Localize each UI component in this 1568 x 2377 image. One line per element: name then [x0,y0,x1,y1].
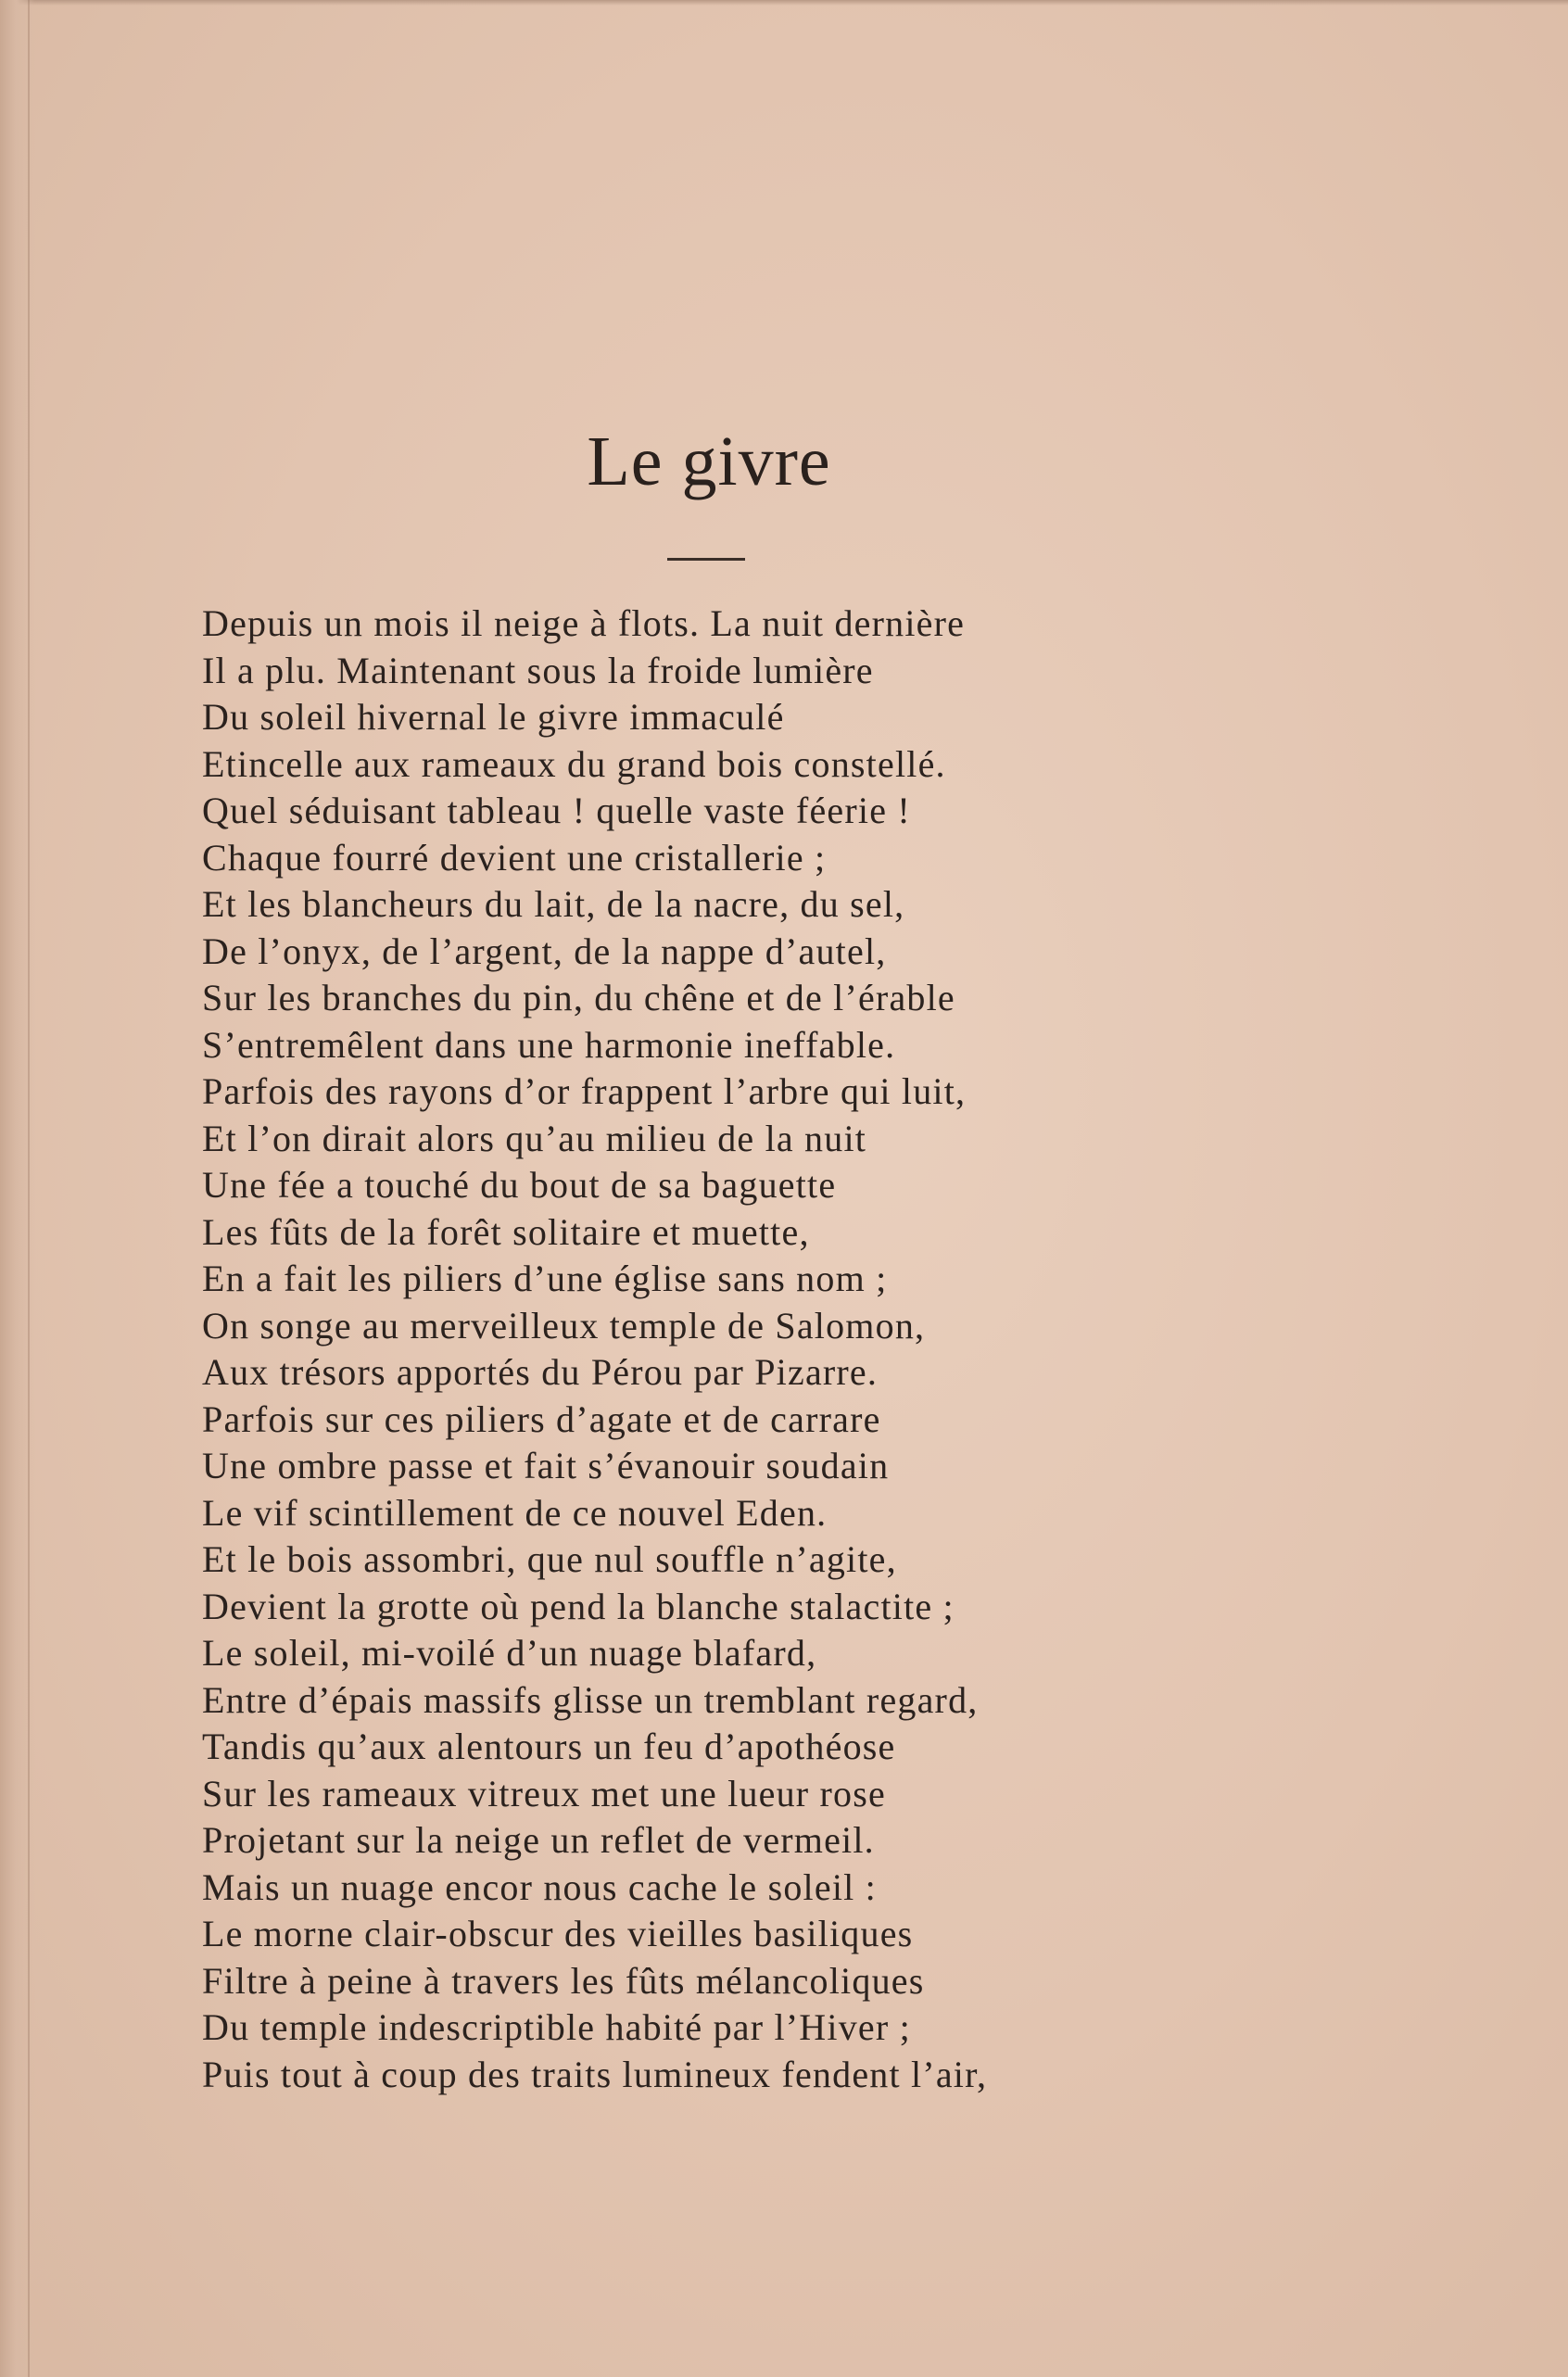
poem-line: Depuis un mois il neige à flots. La nuit dernière [202,602,966,644]
poem-line: Et les blancheurs du lait, de la nacre, du sel, [202,883,905,925]
poem-line: En a fait les piliers d’une église sans nom ; [202,1258,888,1299]
title-divider [667,558,745,561]
poem-line: Le morne clair-obscur des vieilles basiliques [202,1913,914,1954]
poem-line: Tandis qu’aux alentours un feu d’apothéose [202,1726,896,1767]
poem-line: De l’onyx, de l’argent, de la nappe d’autel, [202,929,887,972]
poem-line: Sur les branches du pin, du chêne et de l’érable [202,977,955,1018]
poem-line: Le soleil, mi-voilé d’un nuage blafard, [202,1632,817,1674]
poem-line: Il a plu. Maintenant sous la froide lumière [202,649,874,691]
poem-line: Et l’on dirait alors qu’au milieu de la nuit [202,1117,867,1159]
poem-line: On songe au merveilleux temple de Salomon, [202,1304,926,1347]
poem-line: Filtre à peine à travers les fûts mélancoliques [202,1959,925,2002]
poem-line: Mais un nuage encor nous cache le soleil : [202,1865,877,1908]
poem-line: Aux trésors apportés du Pérou par Pizarre. [202,1351,879,1393]
poem-line: Le vif scintillement de ce nouvel Eden. [202,1491,828,1534]
poem-line: Projetant sur la neige un reflet de vermeil. [202,1819,875,1861]
poem-line: Parfois des rayons d’or frappent l’arbre qui luit, [202,1070,967,1112]
poem-line: Devient la grotte où pend la blanche stalactite ; [202,1585,955,1627]
page-binding-crease [28,0,30,2377]
poem-line: Une fée a touché du bout de sa baguette [202,1164,837,1206]
poem-line: Sur les rameaux vitreux met une lueur rose [202,1772,886,1814]
poem-line: S’entremêlent dans une harmonie ineffable. [202,1023,896,1066]
poem-line: Du temple indescriptible habité par l’Hiver ; [202,2006,911,2048]
page-binding-edge [0,0,35,2377]
page-top-edge [0,0,1568,6]
poem-line: Parfois sur ces piliers d’agate et de carrare [202,1397,881,1440]
poem-line: Une ombre passe et fait s’évanouir soudain [202,1445,890,1486]
poem-body [202,601,987,2098]
poem-title: Le givre [587,423,831,500]
poem-line: Chaque fourré devient une cristallerie ; [202,836,827,879]
poem-line: Quel séduisant tableau ! quelle vaste féerie ! [202,790,911,831]
poem-line: Les fûts de la forêt solitaire et muette, [202,1210,810,1253]
poem-line: Puis tout à coup des traits lumineux fendent l’air, [202,2053,988,2095]
poem-line: Du soleil hivernal le givre immaculé [202,696,785,738]
poem-line: Entre d’épais massifs glisse un tremblant regard, [202,1678,979,1721]
poem-line: Etincelle aux rameaux du grand bois constellé. [202,742,946,785]
poem-line: Et le bois assombri, que nul souffle n’agite, [202,1538,897,1580]
